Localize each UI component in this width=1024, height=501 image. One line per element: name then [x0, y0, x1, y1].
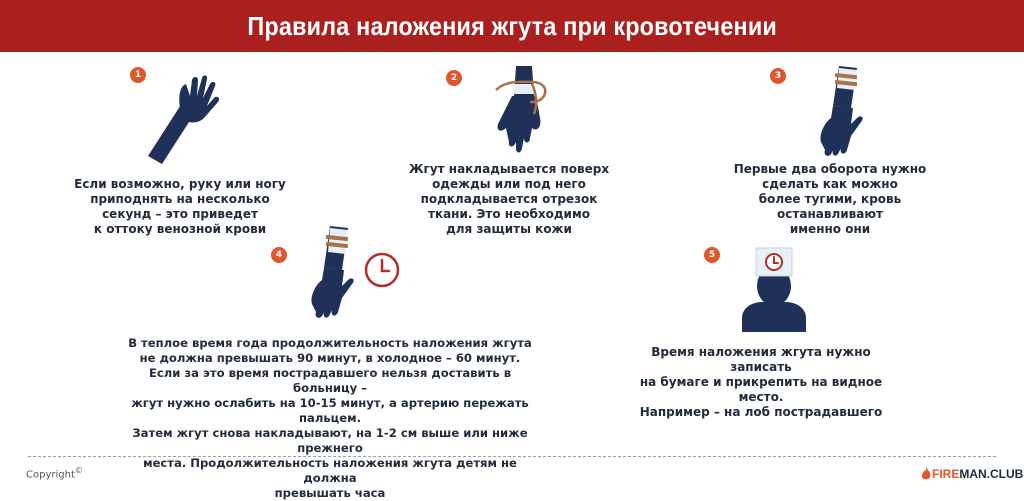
step-4-text: В теплое время года продолжительность наложения жгута не должна превышать 90 минут, в холодное – 60 минут. Если за это время пострадавшего нельзя доставить в больницу – жгут нужно ослабить на 10-15 минут, а артерию пережать пальцем. Затем жгут снова накладывают, на 1-2 см выше или ниже прежнего места. Продолжительность наложения жгута детям не должна превышать часа	[128, 336, 532, 500]
hand-with-tourniquet-icon	[795, 62, 875, 160]
step-2-badge: 2	[446, 70, 462, 86]
copyright-text	[26, 466, 83, 480]
logo-fire-text: FIRE	[932, 467, 960, 481]
step-4-badge: 4	[271, 247, 287, 263]
step-5-badge: 5	[704, 247, 720, 263]
step-3-text: Первые два оборота нужно сделать как можно более тугими, кровь останавливают именно они	[733, 162, 927, 236]
header-banner	[0, 0, 1024, 52]
raised-hand-icon	[140, 68, 222, 164]
step-1-badge: 1	[130, 67, 146, 83]
fireman-club-logo	[920, 467, 1023, 481]
person-with-note-icon	[740, 246, 808, 332]
step-5-text: Время наложения жгута нужно записать на бумаге и прикрепить на видное место. Например – на лоб пострадавшего	[639, 345, 883, 419]
step-3-badge: 3	[770, 68, 786, 84]
copyright-symbol: ©	[74, 466, 83, 475]
clock-icon	[364, 252, 400, 288]
step-1-text: Если возможно, руку или ногу приподнять на несколько секунд – это приведет к оттоку венозной крови	[74, 177, 286, 236]
tourniquet-hand-icon	[292, 222, 364, 322]
hand-with-cloth-icon	[476, 62, 566, 160]
logo-rest-text: MAN.CLUB	[959, 467, 1024, 481]
flame-icon	[920, 467, 932, 481]
step-2-text: Жгут накладывается поверх одежды или под него подкладывается отрезок ткани. Это необходимо для защиты кожи	[408, 162, 610, 236]
copyright-label: Copyright	[26, 469, 75, 481]
page-title: Правила наложения жгута при кровотечении	[247, 10, 777, 41]
footer-divider	[28, 456, 996, 457]
